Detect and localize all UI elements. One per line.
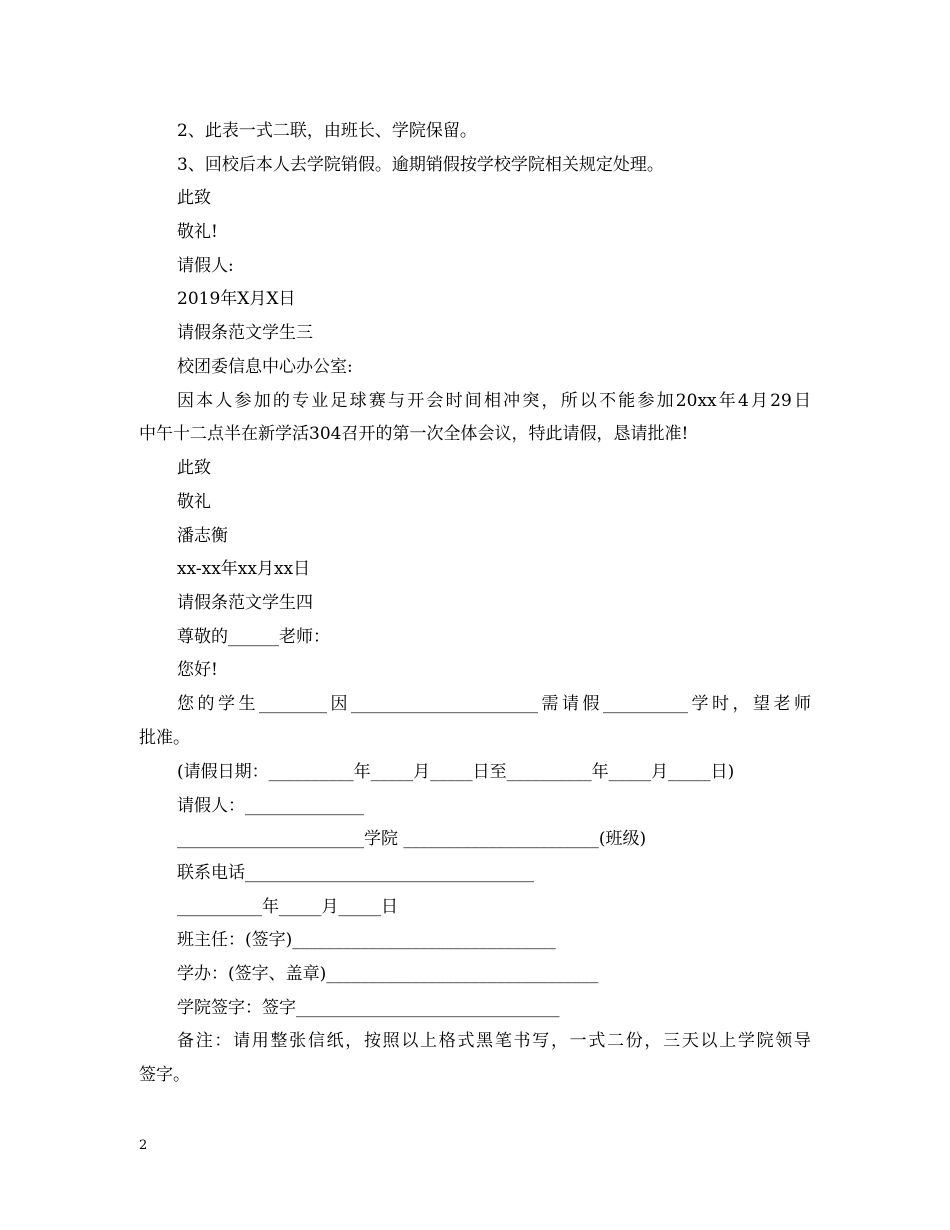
remark-line-1: 备注：请用整张信纸，按照以上格式黑笔书写，一式二份，三天以上学院领导 [177,1031,811,1051]
section-heading-4: 请假条范文学生四 [177,593,313,613]
closing-salutation: 此致 [177,188,211,208]
section-heading-3: 请假条范文学生三 [177,323,313,343]
date-field: __________年_____月_____日 [177,897,398,917]
college-signature-field: 学院签字：签字_______________________________ [177,998,560,1018]
leave-dates-field: (请假日期：__________年_____月_____日至__________年_____月_____日) [177,762,735,782]
date-line: xx-xx年xx月xx日 [177,559,311,579]
closing-regards: 敬礼 [177,492,211,512]
addressee: 校团委信息中心办公室: [177,357,353,377]
head-teacher-signature-field: 班主任：(签字)_______________________________ [177,930,556,950]
body-paragraph-line-2: 中午十二点半在新学活304召开的第一次全体会议，特此请假，恳请批准! [139,424,689,444]
page-number: 2 [139,1138,148,1153]
phone-field: 联系电话__________________________________ [177,863,534,883]
applicant-field: 请假人：______________ [177,796,364,816]
note-item-2: 2、此表一式二联，由班长、学院保留。 [177,121,477,141]
remark-line-2: 签字。 [139,1065,190,1085]
addressee: 尊敬的______老师： [177,627,330,647]
signature-name: 潘志衡 [177,526,228,546]
date-line: 2019年X月X日 [177,289,296,309]
office-signature-field: 学办：(签字、盖章)________________________________ [177,964,599,984]
body-paragraph-line-1: 因本人参加的专业足球赛与开会时间相冲突，所以不能参加20xx年4月29日 [177,391,811,411]
applicant-label: 请假人: [177,256,234,276]
closing-regards: 敬礼! [177,222,218,242]
greeting: 您好! [177,660,218,680]
college-class-field: ______________________学院 _______________________(班级) [177,829,647,849]
form-paragraph-line-1: 您的学生________因______________________需请假__________学时，望老师 [177,694,811,714]
form-paragraph-line-2: 批准。 [139,728,190,748]
note-item-3: 3、回校后本人去学院销假。逾期销假按学校学院相关规定处理。 [177,155,664,175]
closing-salutation: 此致 [177,458,211,478]
